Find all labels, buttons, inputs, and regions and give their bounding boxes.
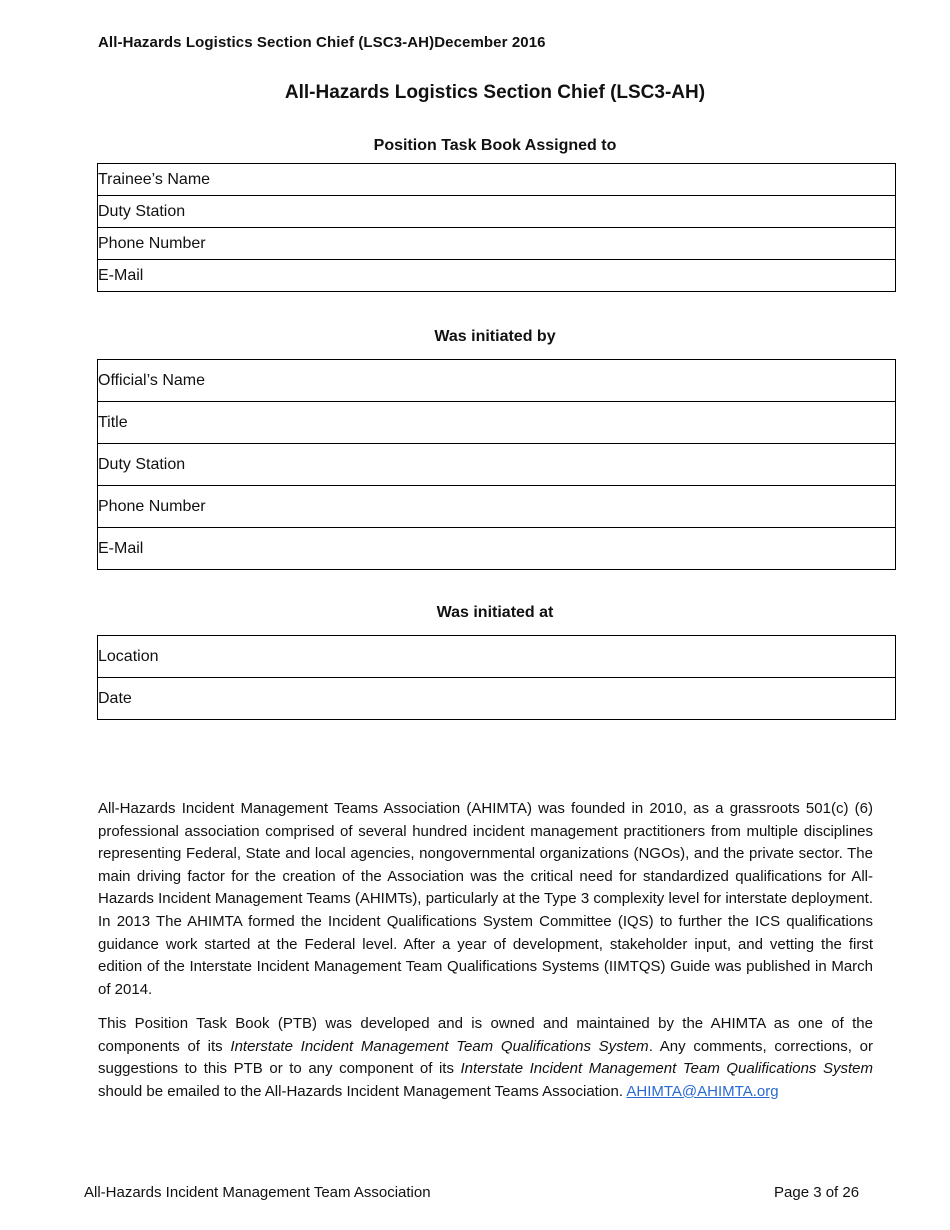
ahimta-description-paragraph: All-Hazards Incident Management Teams Association (AHIMTA) was founded in 2010, as a grassroots 501(c) (6) professional association comprised of several hundred incident management practitioners from multiple disciplines representing Federal, State and local agencies, nongovernmental organizations (NGOs), and the private sector. The main driving factor for the creation of the Association was the critical need for standardized qualifications for All-Hazards Incident Management Teams (AHIMTs), particularly at the Type 3 complexity level for interstate deployment. In 2013 The AHIMTA formed the Incident Qualifications System Committee (IQS) to further the ICS qualifications guidance work started at the Federal level. After a year of development, stakeholder input, and vetting the first edition of the Interstate Incident Management Team Qualifications Systems (IIMTQS) Guide was published in March of 2014. [98, 800, 873, 998]
initiated-by-table [97, 359, 896, 570]
initiated-by-heading: Was initiated by [434, 328, 556, 345]
initiated-at-heading: Was initiated at [436, 604, 554, 621]
table-row [98, 164, 896, 196]
paragraph-italic-text: Interstate Incident Management Team Qualifications System [230, 1037, 649, 1055]
page-title: All-Hazards Logistics Section Chief (LSC3-AH) [284, 82, 706, 103]
table-row [98, 678, 896, 720]
page-number: Page 3 of 26 [774, 1184, 860, 1201]
table-row [98, 196, 896, 228]
assigned-to-table [97, 163, 896, 292]
ptb-ownership-paragraph [98, 1013, 873, 1103]
official-email-field[interactable]: E-Mail [98, 528, 896, 570]
date-field[interactable]: Date [98, 678, 896, 720]
location-field[interactable]: Location [98, 636, 896, 678]
table-row [98, 360, 896, 402]
official-duty-station-field[interactable]: Duty Station [98, 444, 896, 486]
duty-station-field[interactable]: Duty Station [98, 196, 896, 228]
paragraph-italic-text: Interstate Incident Management Team Qualifications System [460, 1060, 873, 1078]
assigned-to-heading: Position Task Book Assigned to [373, 137, 617, 154]
official-phone-number-field[interactable]: Phone Number [98, 486, 896, 528]
footer-organization: All-Hazards Incident Management Team Association [84, 1184, 431, 1201]
table-row [98, 402, 896, 444]
paragraph-text: . Any comments, corrections, or suggestions to this PTB or to any component of its [98, 1037, 873, 1078]
table-row [98, 260, 896, 292]
table-row [98, 528, 896, 570]
trainee-name-field[interactable]: Trainee’s Name [98, 164, 896, 196]
official-name-field[interactable]: Official’s Name [98, 360, 896, 402]
table-row [98, 486, 896, 528]
email-link[interactable]: AHIMTA@AHIMTA.org [626, 1082, 779, 1100]
paragraph-text: should be emailed to the All-Hazards Incident Management Teams Association. [98, 1082, 627, 1100]
initiated-at-table [97, 635, 896, 720]
running-header: All-Hazards Logistics Section Chief (LSC3-AH)December 2016 [98, 34, 546, 51]
table-row [98, 636, 896, 678]
table-row [98, 228, 896, 260]
paragraph-text: This Position Task Book (PTB) was developed and is owned and maintained by the AHIMTA as one of the components of its [98, 1015, 873, 1055]
title-field[interactable]: Title [98, 402, 896, 444]
phone-number-field[interactable]: Phone Number [98, 228, 896, 260]
table-row [98, 444, 896, 486]
email-field[interactable]: E-Mail [98, 260, 896, 292]
